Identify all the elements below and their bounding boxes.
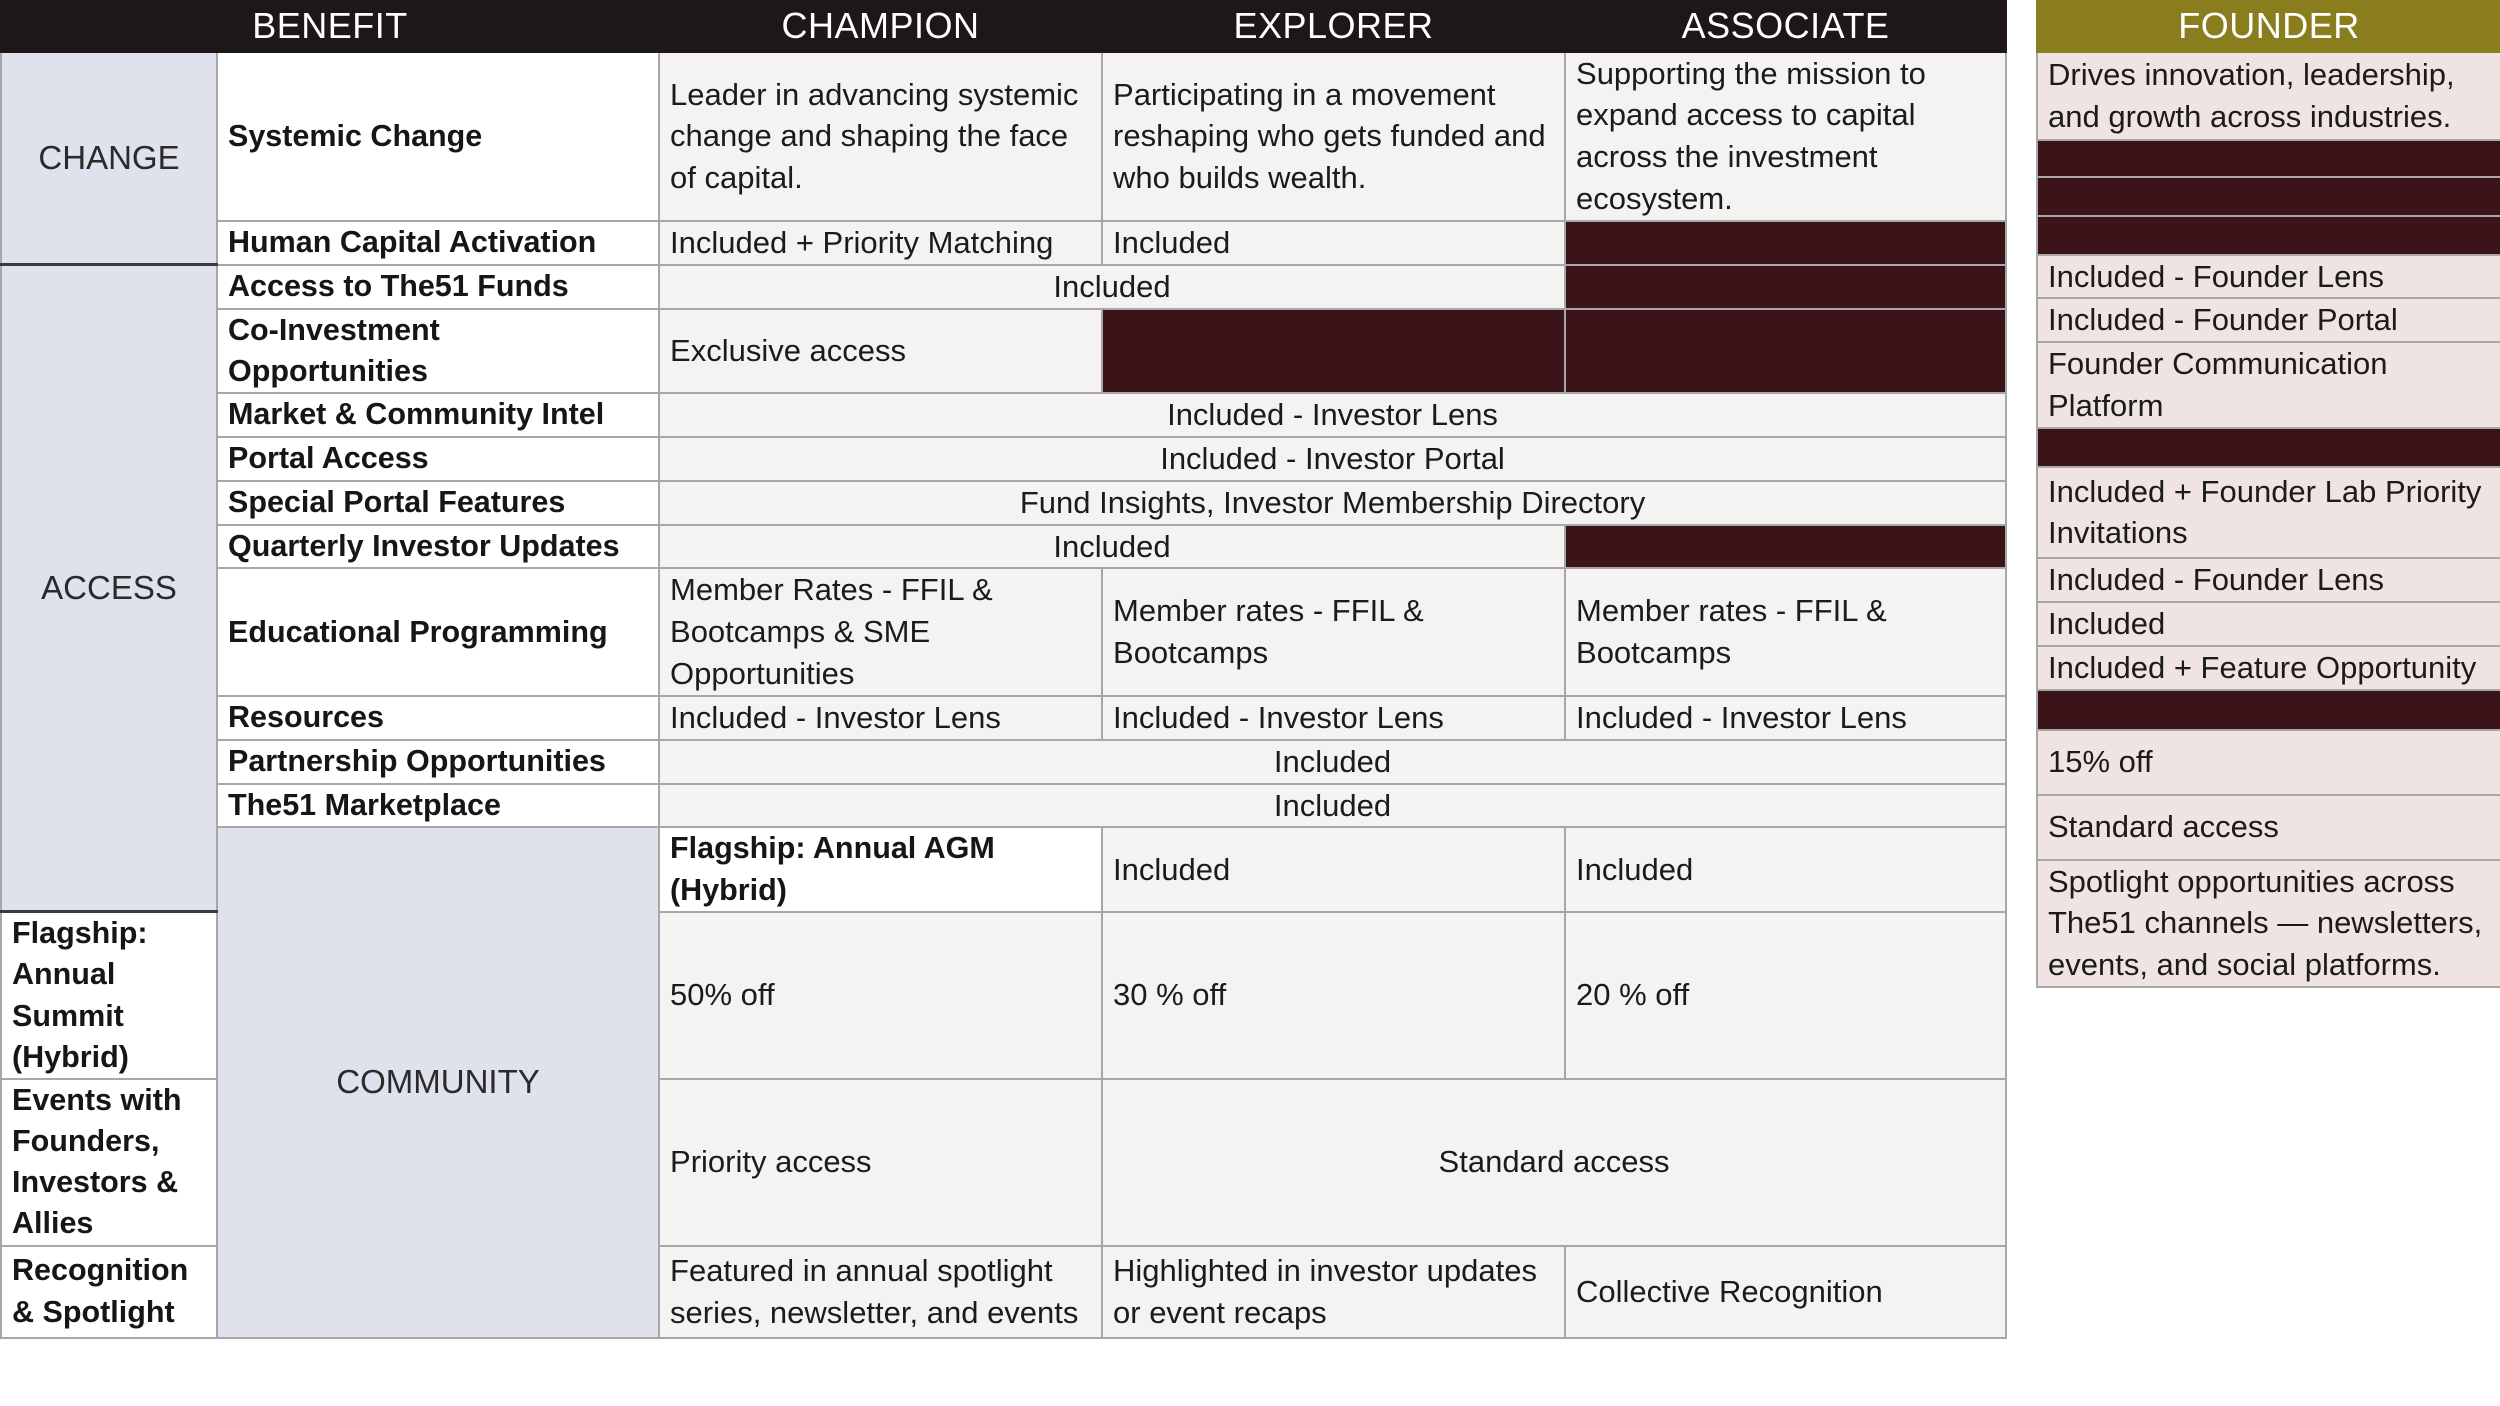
founder-education: Included + Founder Lab Priority Invitations: [2037, 467, 2500, 558]
founder-row-resources: [2037, 558, 2500, 602]
explorer-recognition: Highlighted in investor updates or event recaps: [1102, 1246, 1565, 1338]
founder-header: FOUNDER: [2037, 1, 2500, 52]
explorer-agm: Included: [1565, 827, 2006, 911]
explorer-co-investment-unavailable: [1102, 309, 1565, 393]
category-change: CHANGE: [1, 52, 217, 265]
benefit-summit: Flagship: Annual Summit (Hybrid): [1, 912, 217, 1079]
table-row-human-capital: [1, 221, 2006, 265]
founder-summit: 15% off: [2037, 730, 2500, 795]
associate-header: ASSOCIATE: [1565, 1, 2006, 52]
benefit-events: Events with Founders, Investors & Allies: [1, 1079, 217, 1246]
table-row-resources: [1, 696, 2006, 740]
benefit-portal-features: Special Portal Features: [217, 481, 659, 525]
investors-market-intel: Included - Investor Lens: [659, 393, 2006, 437]
category-community: COMMUNITY: [217, 827, 659, 1337]
founder-row-recognition: [2037, 860, 2500, 988]
champion-human-capital: Included + Priority Matching: [659, 221, 1102, 265]
benefit-recognition: Recognition & Spotlight: [1, 1246, 217, 1338]
champion-events: Priority access: [659, 1079, 1102, 1246]
table-row-market-intel: [1, 393, 2006, 437]
benefit-portal-access: Portal Access: [217, 437, 659, 481]
champion-resources: Included - Investor Lens: [659, 696, 1102, 740]
associate-quarterly-updates-unavailable: [1565, 525, 2006, 569]
founder-benefits-table: [2036, 0, 2500, 988]
investors-marketplace: Included: [659, 784, 2006, 828]
champion-agm: Included: [1102, 827, 1565, 911]
table-row-systemic-change: [1, 52, 2006, 221]
header-row: [1, 1, 2006, 52]
founder-co-investment-unavailable: [2037, 216, 2500, 255]
benefit-quarterly-updates: Quarterly Investor Updates: [217, 525, 659, 569]
table-row-portal-features: [1, 481, 2006, 525]
founder-row-portal-access: [2037, 298, 2500, 342]
champion-explorer-funds-access: Included: [659, 265, 1565, 309]
founder-row-agm: [2037, 690, 2500, 730]
founder-marketplace: Included + Feature Opportunity: [2037, 646, 2500, 690]
associate-summit: 20 % off: [1565, 912, 2006, 1079]
champion-co-investment: Exclusive access: [659, 309, 1102, 393]
founder-row-quarterly-updates: [2037, 428, 2500, 467]
benefit-header: BENEFIT: [1, 1, 659, 52]
associate-recognition: Collective Recognition: [1565, 1246, 2006, 1338]
founder-market-intel: Included - Founder Lens: [2037, 255, 2500, 299]
champion-explorer-quarterly-updates: Included: [659, 525, 1565, 569]
founder-header-row: [2037, 1, 2500, 52]
champion-header: CHAMPION: [659, 1, 1102, 52]
founder-quarterly-updates-unavailable: [2037, 428, 2500, 467]
associate-resources: Included - Investor Lens: [1565, 696, 2006, 740]
investors-portal-features: Fund Insights, Investor Membership Directory: [659, 481, 2006, 525]
benefit-resources: Resources: [217, 696, 659, 740]
founder-resources: Included - Founder Lens: [2037, 558, 2500, 602]
table-row-education: [1, 568, 2006, 696]
benefit-partnership: Partnership Opportunities: [217, 740, 659, 784]
benefit-funds-access: Access to The51 Funds: [217, 265, 659, 309]
explorer-header: EXPLORER: [1102, 1, 1565, 52]
associate-funds-access-unavailable: [1565, 265, 2006, 309]
benefit-marketplace: The51 Marketplace: [217, 784, 659, 828]
associate-systemic-change: Supporting the mission to expand access to capital across the investment ecosystem.: [1565, 52, 2006, 221]
founder-human-capital-unavailable: [2037, 140, 2500, 177]
benefit-agm: Flagship: Annual AGM (Hybrid): [659, 827, 1102, 911]
founder-funds-access-unavailable: [2037, 177, 2500, 216]
table-row-portal-access: [1, 437, 2006, 481]
table-row-funds-access: [1, 265, 2006, 309]
founder-events: Standard access: [2037, 795, 2500, 860]
founder-recognition: Spotlight opportunities across The51 channels — newsletters, events, and social platforms.: [2037, 860, 2500, 988]
benefit-human-capital: Human Capital Activation: [217, 221, 659, 265]
founder-row-events: [2037, 795, 2500, 860]
founder-row-systemic-change: [2037, 52, 2500, 140]
table-row-co-investment: [1, 309, 2006, 393]
explorer-summit: 30 % off: [1102, 912, 1565, 1079]
benefit-systemic-change: Systemic Change: [217, 52, 659, 221]
founder-systemic-change: Drives innovation, leadership, and growth across industries.: [2037, 52, 2500, 140]
founder-row-partnership: [2037, 602, 2500, 646]
investors-partnership: Included: [659, 740, 2006, 784]
champion-recognition: Featured in annual spotlight series, newsletter, and events: [659, 1246, 1102, 1338]
founder-row-funds-access: [2037, 177, 2500, 216]
table-row-quarterly-updates: [1, 525, 2006, 569]
explorer-education: Member rates - FFIL & Bootcamps: [1102, 568, 1565, 696]
associate-education: Member rates - FFIL & Bootcamps: [1565, 568, 2006, 696]
founder-row-marketplace: [2037, 646, 2500, 690]
table-row-partnership: [1, 740, 2006, 784]
benefit-co-investment: Co-Investment Opportunities: [217, 309, 659, 393]
explorer-systemic-change: Participating in a movement reshaping who gets funded and who builds wealth.: [1102, 52, 1565, 221]
investors-portal-access: Included - Investor Portal: [659, 437, 2006, 481]
benefit-education: Educational Programming: [217, 568, 659, 696]
explorer-resources: Included - Investor Lens: [1102, 696, 1565, 740]
founder-row-education: [2037, 467, 2500, 558]
explorer-human-capital: Included: [1102, 221, 1565, 265]
founder-row-market-intel: [2037, 255, 2500, 299]
explorer-associate-events: Standard access: [1102, 1079, 2006, 1246]
founder-row-co-investment: [2037, 216, 2500, 255]
founder-portal-access: Included - Founder Portal: [2037, 298, 2500, 342]
associate-co-investment-unavailable: [1565, 309, 2006, 393]
founder-row-human-capital: [2037, 140, 2500, 177]
associate-human-capital-unavailable: [1565, 221, 2006, 265]
founder-portal-features: Founder Communication Platform: [2037, 342, 2500, 428]
founder-row-summit: [2037, 730, 2500, 795]
founder-row-portal-features: [2037, 342, 2500, 428]
benefit-market-intel: Market & Community Intel: [217, 393, 659, 437]
champion-education: Member Rates - FFIL & Bootcamps & SME Opportunities: [659, 568, 1102, 696]
founder-agm-unavailable: [2037, 690, 2500, 730]
table-row-marketplace: [1, 784, 2006, 828]
champion-summit: 50% off: [659, 912, 1102, 1079]
table-row-agm: [1, 827, 2006, 911]
category-access: ACCESS: [1, 265, 217, 912]
founder-partnership: Included: [2037, 602, 2500, 646]
champion-systemic-change: Leader in advancing systemic change and shaping the face of capital.: [659, 52, 1102, 221]
